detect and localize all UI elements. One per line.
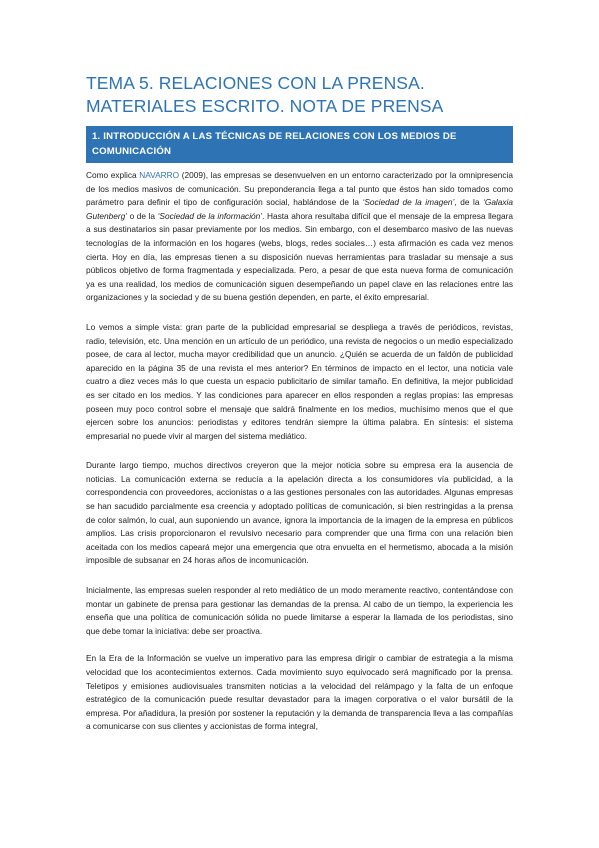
paragraph-1-text-a: (2009), las empresas se desenvuelven en un entorno caracterizado por la omnipresencia de los medios masivos de comunicación. Su preponderancia llega a tal punto que éstos han sido tomados como parámetro para definir el tipo de configuración social, hablándose de la <box>86 170 513 208</box>
paragraph-1 <box>86 169 513 305</box>
term-sociedad-informacion: ‘Sociedad de la información’ <box>157 210 263 221</box>
paragraph-4: Inicialmente, las empresas suelen responder al reto mediático de un modo meramente reactivo, contentándose con montar un gabinete de prensa para gestionar las demandas de la prensa. Al cabo de un tiempo, la experiencia les enseña que una política de comunicación sólida no puede limitarse a esperar la llamada de los periodistas, sino que debe tomar la iniciativa: debe ser proactiva. <box>86 585 513 636</box>
paragraph-5: En la Era de la Información se vuelve un imperativo para las empresa dirigir o cambiar de estrategia a la misma velocidad que los acontecimientos externos. Cada movimiento suyo equivocado será magnificado por la prensa. Teletipos y emisiones audiovisuales transmiten noticias a la velocidad del relámpago y la falta de un enfoque estratégico de la comunicación puede resultar devastador para la imagen corporativa o el valor bursátil de la empresa. Por añadidura, la presión por sostener la reputación y la demanda de transparencia lleva a las compañías a comunicarse con sus clientes y accionistas de forma integral, <box>86 653 513 732</box>
term-galaxia-gutenberg: ‘Galaxia Gutenberg’ <box>86 197 513 221</box>
paragraph-1-text-c: o de la <box>127 210 158 221</box>
paragraph-3: Durante largo tiempo, muchos directivos creyeron que la mejor noticia sobre su empresa era la ausencia de noticias. La comunicación externa se reducía a la apelación directa a los consumidores vía publicidad, a la correspondencia con proveedores, accionistas o a las gestiones personales con las autoridades. Algunas empresas se han sacudido parcialmente esa creencia y adoptado políticas de comunicación, si bien restringidas a la prensa de color salmón, lo cual, aun suponiendo un avance, ignora la importancia de la imagen de la empresa en públicos amplios. Las crisis proporcionaron el revulsivo necesario para comprender que una firma con una relación bien aceitada con los medios capeará mejor una emergencia que otra envuelta en el hermetismo, abocada a la misión imposible de subsanar en 24 horas años de incomunicación. <box>86 460 513 566</box>
term-sociedad-imagen: ‘Sociedad de la imagen’ <box>362 197 455 208</box>
paragraph-2: Lo vemos a simple vista: gran parte de la publicidad empresarial se despliega a través de periódicos, revistas, radio, televisión, etc. Una mención en un artículo de un periódico, una revista de negocios o un medio especializado posee, de cara al lector, mucha mayor credibilidad que un anuncio. ¿Quién se acuerda de un faldón de publicidad aparecido en la página 35 de una revista el mes anterior? En términos de impacto en el lector, una noticia vale cuatro a diez veces más lo que cuesta un espacio publicitario de similar tamaño. En definitiva, la mejor publicidad es ser citado en los medios. Y las condiciones para aparecer en ellos responden a reglas propias: las empresas poseen muy poco control sobre el mensaje que saldrá finalmente en los medios, muchísimo menos que el que ejercen sobre los anuncios: periodistas y editores tendrán siempre la última palabra. En síntesis: el sistema empresarial no puede vivir al margen del sistema mediático. <box>86 321 513 441</box>
document-title: TEMA 5. RELACIONES CON LA PRENSA. MATERIALES ESCRITO. NOTA DE PRENSA <box>86 73 444 116</box>
paragraph-1-text-b: , de la <box>454 197 484 208</box>
paragraph-1-lead: Como explica <box>86 170 140 180</box>
author-citation: NAVARRO <box>139 170 180 180</box>
paragraph-1-text-d: . Hasta ahora resultaba difícil que el mensaje de la empresa llegara a sus destinatarios sin pasar previamente por los medios. Sin embargo, con el desembarco masivo de las nuevas tecnologías de la información en los hogares (webs, blogs, redes sociales…) esta afirmación es cada vez menos cierta. Hoy en día, las empresas tienen a su disposición nuevas herramientas para trasladar su mensaje a sus públicos objetivo de forma fragmentada y especializada. Pero, a pesar de que esta nueva forma de comunicación ya es una realidad, los medios de comunicación siguen desempeñando un papel clave en las relaciones entre las organizaciones y la sociedad y de su buena gestión dependen, en parte, el éxito empresarial. <box>86 210 513 303</box>
section-heading-bar <box>86 126 513 163</box>
document-body <box>86 169 513 750</box>
section-heading: 1. INTRODUCCIÓN A LAS TÉCNICAS DE RELACIONES CON LOS MEDIOS DE COMUNICACIÓN <box>92 131 457 157</box>
